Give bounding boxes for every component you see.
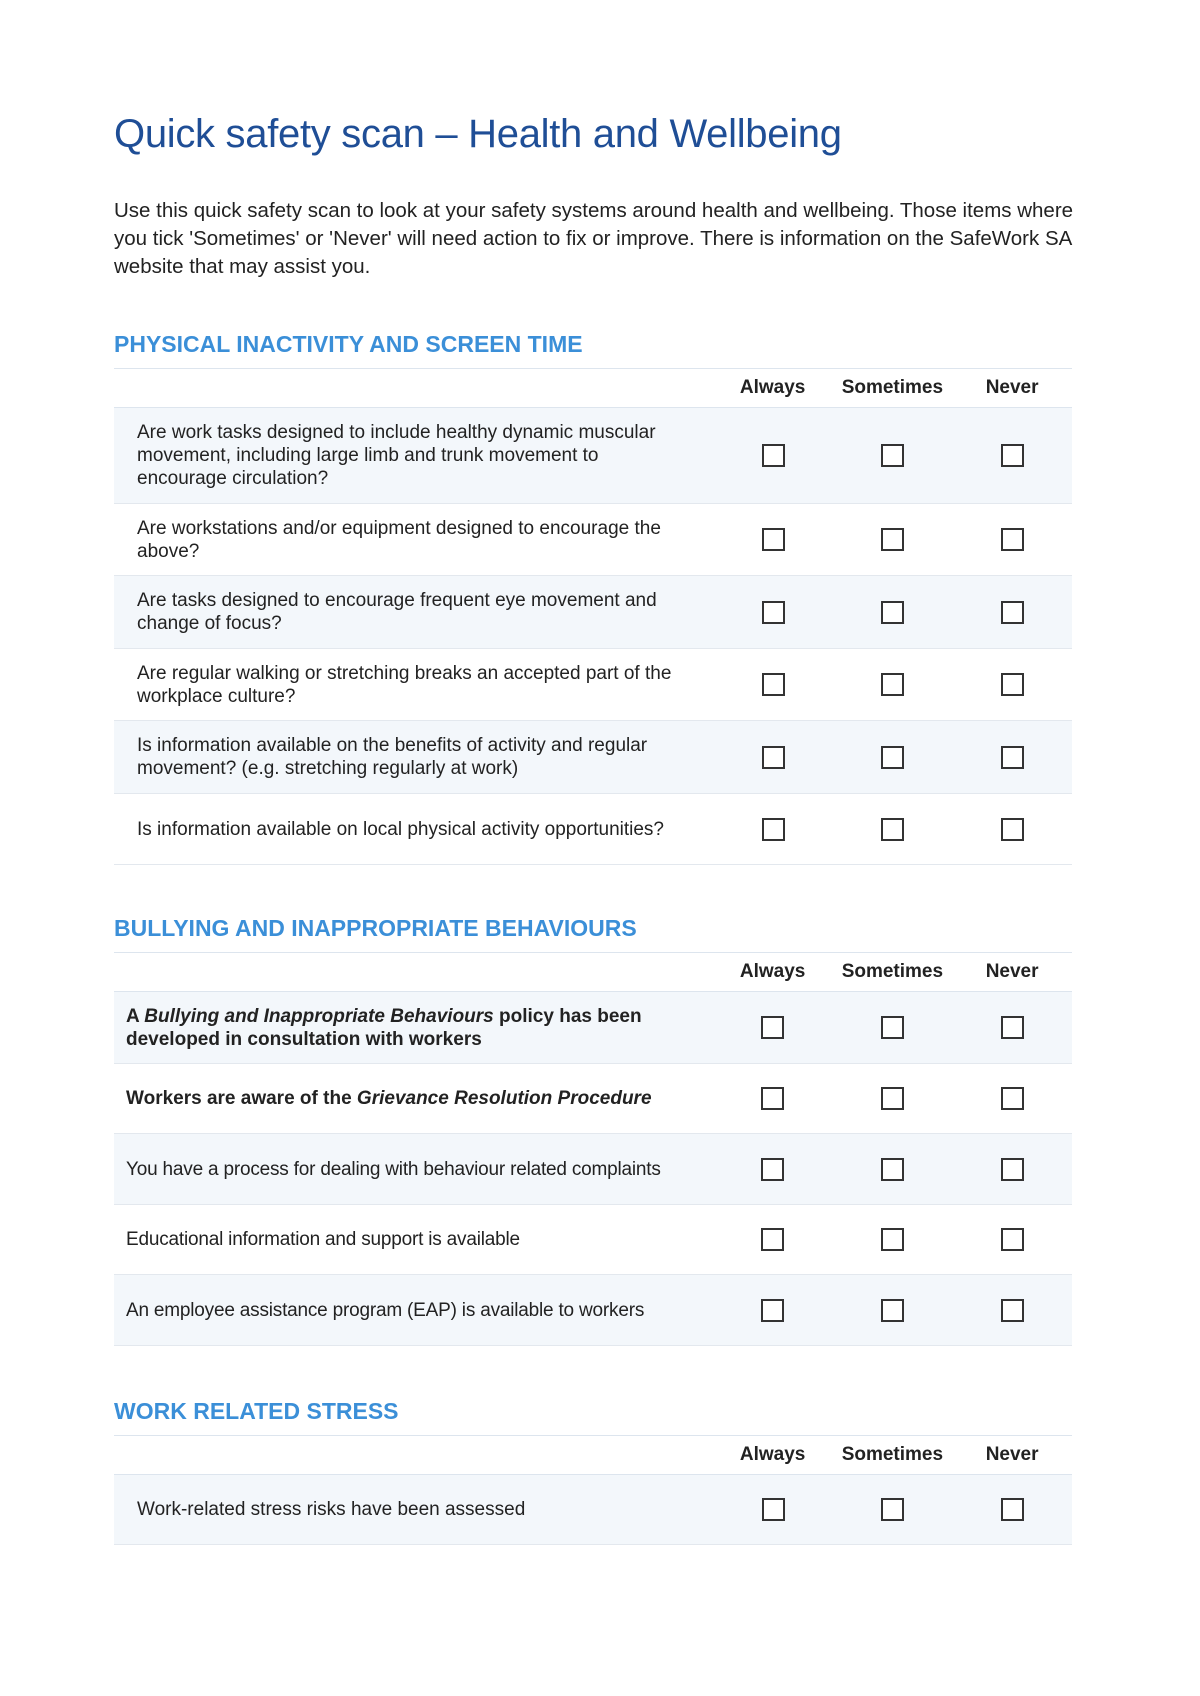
sometimes-checkbox[interactable] [881, 528, 904, 551]
table-row [114, 1475, 1072, 1545]
table-row [114, 1064, 1072, 1134]
sometimes-checkbox[interactable] [881, 1498, 904, 1521]
question-text: Workers are aware of the Grievance Resolution Procedure [126, 1088, 652, 1109]
column-always: Always [739, 1444, 806, 1465]
section-heading: WORK RELATED STRESS [114, 1398, 399, 1424]
always-checkbox[interactable] [761, 1158, 784, 1181]
question-text: Are regular walking or stretching breaks an accepted part of the workplace culture? [137, 662, 672, 707]
sometimes-checkbox[interactable] [881, 746, 904, 769]
always-checkbox[interactable] [761, 1016, 784, 1039]
question-text: An employee assistance program (EAP) is available to workers [126, 1299, 645, 1321]
question-text: Is information available on local physical activity opportunities? [137, 818, 664, 840]
sometimes-checkbox[interactable] [881, 1158, 904, 1181]
table-row [114, 649, 1072, 721]
section-heading: PHYSICAL INACTIVITY AND SCREEN TIME [114, 331, 583, 357]
never-checkbox[interactable] [1001, 1228, 1024, 1251]
always-checkbox[interactable] [761, 1087, 784, 1110]
never-checkbox[interactable] [1001, 1016, 1024, 1039]
table-row [114, 1275, 1072, 1346]
never-checkbox[interactable] [1001, 746, 1024, 769]
never-checkbox[interactable] [1001, 673, 1024, 696]
question-text: Are tasks designed to encourage frequent eye movement and change of focus? [137, 590, 657, 634]
never-checkbox[interactable] [1001, 1158, 1024, 1181]
column-never: Never [985, 377, 1039, 398]
table-row [114, 408, 1072, 504]
column-never: Never [985, 1444, 1039, 1465]
sometimes-checkbox[interactable] [881, 601, 904, 624]
sometimes-checkbox[interactable] [881, 1228, 904, 1251]
checklist-table [114, 368, 1072, 865]
column-sometimes: Sometimes [841, 1444, 944, 1465]
question-text: A Bullying and Inappropriate Behaviours policy has been developed in consultation with workers [126, 1005, 642, 1050]
column-never: Never [985, 961, 1039, 982]
section-physical-inactivity [114, 330, 1072, 865]
sometimes-checkbox[interactable] [881, 1087, 904, 1110]
sometimes-checkbox[interactable] [881, 1299, 904, 1322]
table-row [114, 576, 1072, 649]
always-checkbox[interactable] [762, 444, 785, 467]
sometimes-checkbox[interactable] [881, 673, 904, 696]
column-sometimes: Sometimes [841, 377, 944, 398]
question-text: Is information available on the benefits of activity and regular movement? (e.g. stretching regularly at work) [137, 735, 648, 779]
table-row [114, 504, 1072, 576]
column-always: Always [739, 377, 806, 398]
section-bullying [114, 914, 1072, 1346]
sometimes-checkbox[interactable] [881, 444, 904, 467]
always-checkbox[interactable] [762, 1498, 785, 1521]
never-checkbox[interactable] [1001, 818, 1024, 841]
column-sometimes: Sometimes [841, 961, 944, 982]
sometimes-checkbox[interactable] [881, 818, 904, 841]
table-header [114, 1436, 1072, 1475]
table-row [114, 794, 1072, 865]
question-text: Educational information and support is available [126, 1229, 520, 1250]
never-checkbox[interactable] [1001, 528, 1024, 551]
never-checkbox[interactable] [1001, 1299, 1024, 1322]
page-title: Quick safety scan – Health and Wellbeing [114, 112, 842, 156]
table-row [114, 992, 1072, 1064]
question-text: Are work tasks designed to include healthy dynamic muscular movement, including large limb and trunk movement to encourage circulation? [137, 422, 656, 489]
section-work-stress [114, 1397, 1072, 1545]
never-checkbox[interactable] [1001, 444, 1024, 467]
always-checkbox[interactable] [761, 1228, 784, 1251]
always-checkbox[interactable] [761, 1299, 784, 1322]
always-checkbox[interactable] [762, 818, 785, 841]
table-row [114, 721, 1072, 794]
always-checkbox[interactable] [762, 528, 785, 551]
question-text: You have a process for dealing with behaviour related complaints [126, 1158, 661, 1180]
never-checkbox[interactable] [1001, 601, 1024, 624]
always-checkbox[interactable] [762, 601, 785, 624]
question-text: Work-related stress risks have been assessed [137, 1499, 526, 1520]
checklist-table [114, 952, 1072, 1346]
always-checkbox[interactable] [762, 746, 785, 769]
sometimes-checkbox[interactable] [881, 1016, 904, 1039]
column-always: Always [739, 961, 806, 982]
never-checkbox[interactable] [1001, 1087, 1024, 1110]
always-checkbox[interactable] [762, 673, 785, 696]
section-heading: BULLYING AND INAPPROPRIATE BEHAVIOURS [114, 915, 637, 941]
checklist-table [114, 1435, 1072, 1545]
never-checkbox[interactable] [1001, 1498, 1024, 1521]
table-header [114, 953, 1072, 992]
table-row [114, 1134, 1072, 1205]
table-header [114, 369, 1072, 408]
table-row [114, 1205, 1072, 1275]
question-text: Are workstations and/or equipment designed to encourage the above? [137, 517, 661, 562]
intro-paragraph: Use this quick safety scan to look at your safety systems around health and wellbeing. Those items where you tick 'Sometimes' or 'Never' will need action to fix or improve. There is information on the SafeWork SA website that may assist you. [114, 199, 1074, 278]
